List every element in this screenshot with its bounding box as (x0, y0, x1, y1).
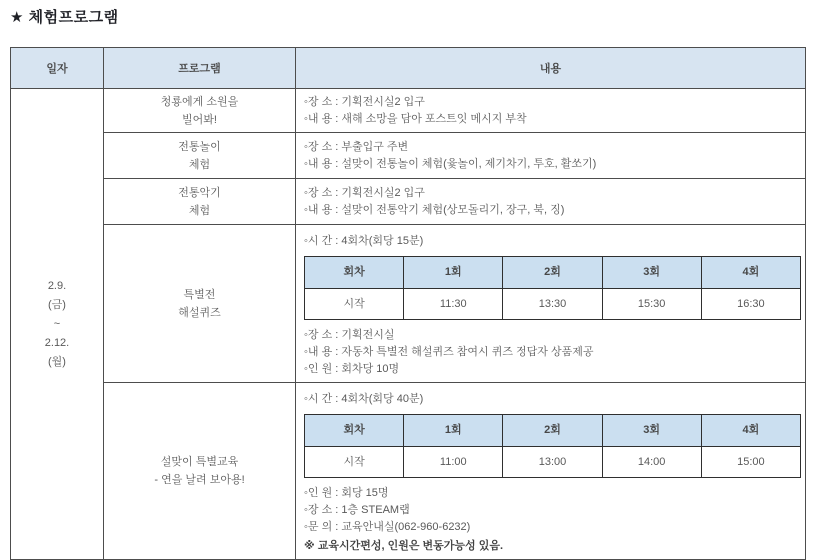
table-row (11, 383, 806, 560)
schedule-time-cell: 11:30 (404, 289, 503, 320)
schedule-time-cell: 14:00 (602, 447, 701, 478)
schedule-time-cell: 16:30 (701, 289, 800, 320)
schedule-header-cell: 3회 (602, 415, 701, 447)
schedule-header-cell: 3회 (602, 257, 701, 289)
schedule-row-label: 시작 (305, 447, 404, 478)
schedule-table (304, 256, 801, 320)
schedule-time-cell: 15:30 (602, 289, 701, 320)
program-name-line: 특별전 (183, 288, 216, 301)
detail-line: ◦장 소 : 기획전시실 (304, 329, 395, 341)
col-header-program: 프로그램 (104, 48, 296, 89)
program-cell (104, 89, 296, 133)
schedule-header-cell: 1회 (404, 415, 503, 447)
program-name-line: 전통악기 (178, 186, 221, 199)
schedule-time-cell: 15:00 (701, 447, 800, 478)
date-line: ~ (53, 317, 61, 330)
schedule-header-cell: 회차 (305, 257, 404, 289)
schedule-header-cell: 2회 (503, 415, 602, 447)
schedule-time-cell: 11:00 (404, 447, 503, 478)
table-header-row (11, 48, 806, 89)
detail-line: ◦내 용 : 설맞이 전통악기 체험(상모돌리기, 장구, 북, 징) (304, 203, 565, 216)
detail-line: ◦내 용 : 새해 소망을 담아 포스트잇 메시지 부착 (304, 112, 527, 125)
program-cell (104, 225, 296, 383)
program-name-line: 해설퀴즈 (178, 306, 221, 319)
detail-line: ◦장 소 : 부출입구 주변 (304, 140, 409, 153)
date-line: 2.9. (47, 279, 67, 292)
program-cell (104, 383, 296, 560)
detail-line: ◦시 간 : 4회차(회당 15분) (304, 235, 424, 247)
table-row (11, 225, 806, 383)
schedule-row-label: 시작 (305, 289, 404, 320)
note-line: ※ 교육시간편성, 인원은 변동가능성 있음. (304, 540, 504, 552)
detail-line: ◦장 소 : 기획전시실2 입구 (304, 95, 425, 108)
content-cell (296, 89, 806, 133)
program-name-line: 빌어봐! (182, 113, 217, 126)
program-name-line: 청룡에게 소원을 (160, 95, 239, 108)
detail-line: ◦장 소 : 기획전시실2 입구 (304, 186, 425, 199)
date-line: 2.12. (44, 336, 70, 349)
table-row (11, 133, 806, 179)
detail-line: ◦인 원 : 회당 15명 (304, 487, 389, 499)
detail-line: ◦장 소 : 1층 STEAM랩 (304, 504, 410, 516)
program-name-line: - 연을 날려 보아용! (154, 474, 245, 486)
program-name-line: 설맞이 특별교육 (160, 456, 239, 468)
detail-line: ◦내 용 : 설맞이 전통놀이 체험(윷놀이, 제기차기, 투호, 활쏘기) (304, 157, 597, 170)
program-cell (104, 133, 296, 179)
detail-line: ◦내 용 : 자동차 특별전 해설퀴즈 참여시 퀴즈 정답자 상품제공 (304, 346, 594, 358)
content-cell (296, 383, 806, 560)
schedule-header-cell: 4회 (701, 257, 800, 289)
detail-line: ◦시 간 : 4회차(회당 40분) (304, 393, 424, 405)
program-name-line: 체험 (188, 204, 211, 217)
schedule-header-row (305, 257, 801, 289)
program-name-line: 전통놀이 (178, 140, 221, 153)
schedule-header-cell: 2회 (503, 257, 602, 289)
content-cell (296, 225, 806, 383)
col-header-content: 내용 (296, 48, 806, 89)
content-cell (296, 133, 806, 179)
schedule-time-cell: 13:00 (503, 447, 602, 478)
content-cell (296, 179, 806, 225)
schedule-table (304, 414, 801, 478)
date-line: (월) (48, 355, 66, 368)
schedule-header-cell: 회차 (305, 415, 404, 447)
program-cell (104, 179, 296, 225)
schedule-header-cell: 4회 (701, 415, 800, 447)
date-line: (금) (48, 298, 66, 311)
program-table (10, 47, 806, 560)
page-title: ★ 체험프로그램 (10, 9, 119, 26)
table-row (11, 179, 806, 225)
program-name-line: 체험 (188, 158, 211, 171)
col-header-date: 일자 (11, 48, 104, 89)
detail-line: ◦문 의 : 교육안내실(062-960-6232) (304, 521, 471, 533)
date-cell (11, 89, 104, 560)
schedule-data-row (305, 447, 801, 478)
schedule-header-cell: 1회 (404, 257, 503, 289)
schedule-header-row (305, 415, 801, 447)
detail-line: ◦인 원 : 회차당 10명 (304, 363, 400, 375)
schedule-time-cell: 13:30 (503, 289, 602, 320)
schedule-data-row (305, 289, 801, 320)
table-row (11, 89, 806, 133)
